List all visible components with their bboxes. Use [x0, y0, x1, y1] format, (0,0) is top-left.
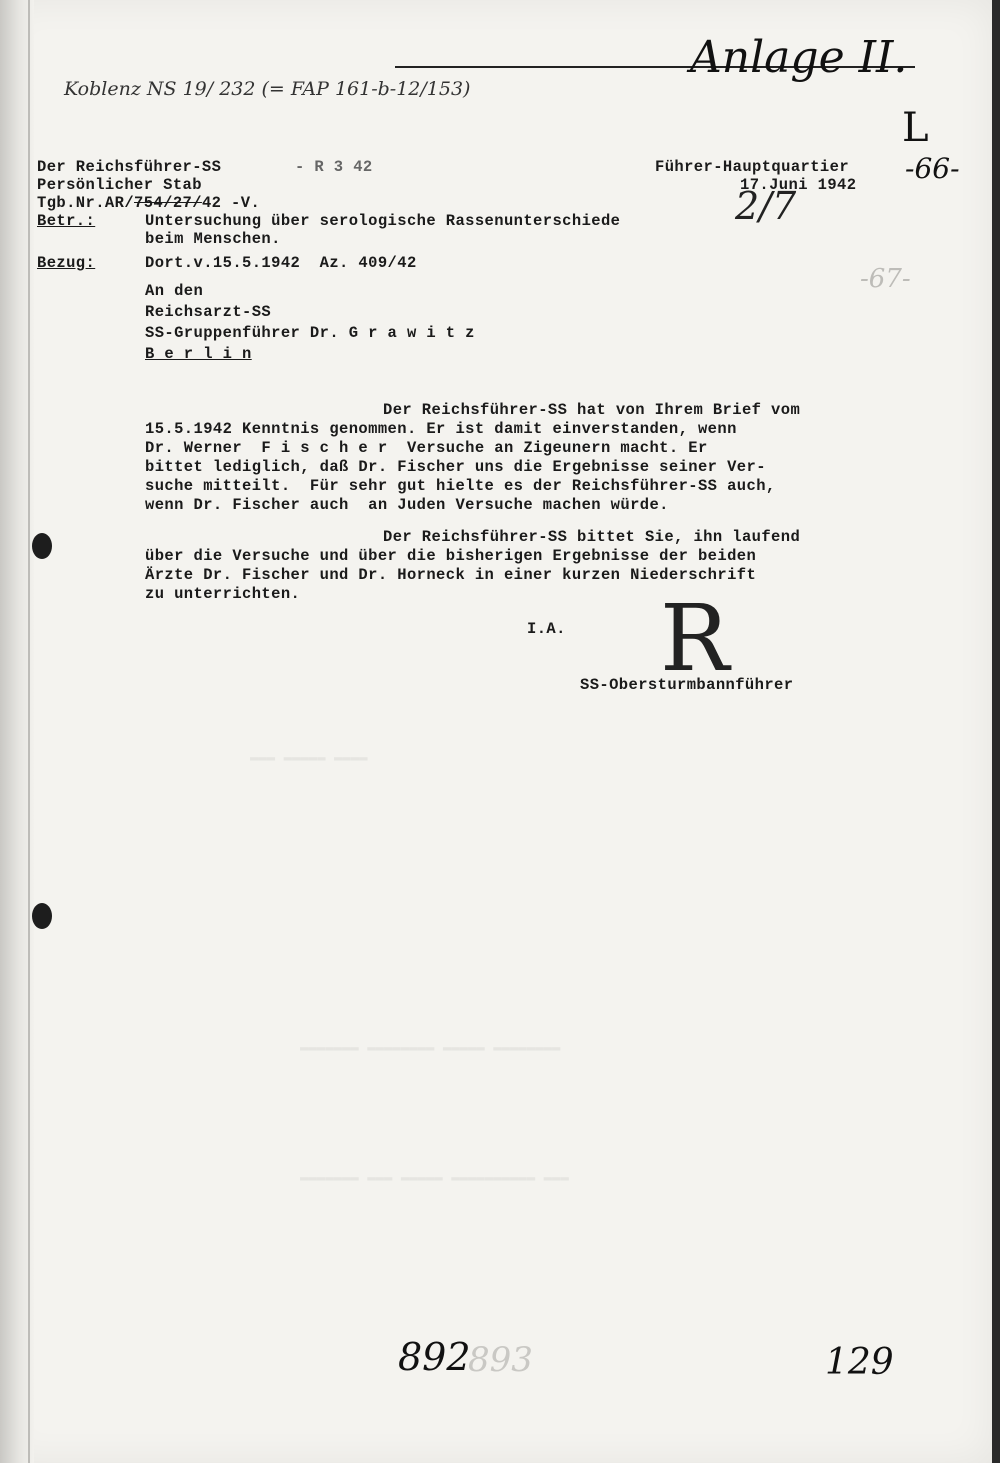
body-p2-line: zu unterrichten.: [145, 585, 301, 603]
punch-hole: [32, 533, 52, 559]
place-line: Führer-Hauptquartier: [655, 158, 850, 176]
recipient-city: B e r l i n: [145, 345, 252, 363]
subject-line-2: beim Menschen.: [145, 230, 281, 248]
reference-label: Bezug:: [37, 254, 96, 272]
journal-number: Tgb.Nr.AR/754/27/42 -V.: [37, 194, 261, 212]
sender-line-2: Persönlicher Stab: [37, 176, 202, 194]
body-p2-line: Ärzte Dr. Fischer und Dr. Horneck in einer kurzen Niederschrift: [145, 566, 757, 584]
closing-ia: I.A.: [527, 620, 566, 638]
sender-line-1: Der Reichsführer-SS: [37, 158, 222, 176]
body-p2-line: Der Reichsführer-SS bittet Sie, ihn laufend: [383, 528, 801, 546]
annex-sub-mark: L: [902, 105, 929, 151]
folio-number: -66-: [905, 152, 960, 185]
subject-label: Betr.:: [37, 212, 96, 230]
signature-initial: R: [660, 585, 730, 692]
folio-number-faint: -67-: [860, 264, 911, 294]
body-p1-line: Dr. Werner F i s c h e r Versuche an Zigeunern macht. Er: [145, 439, 708, 457]
binding-edge: [28, 0, 30, 1463]
folio-mark: 2/7: [735, 184, 797, 228]
subject-line-1: Untersuchung über serologische Rassenunterschiede: [145, 212, 621, 230]
punch-hole: [32, 903, 52, 929]
signatory-rank: SS-Obersturmbannführer: [580, 676, 794, 694]
body-p1-line: wenn Dr. Fischer auch an Juden Versuche machen würde.: [145, 496, 669, 514]
annex-label: Anlage II.: [690, 32, 908, 83]
page-number-right: 129: [825, 1342, 894, 1383]
recipient-line-1: An den: [145, 282, 204, 300]
sender-stamp: - R 3 42: [295, 158, 373, 176]
body-p1-line: Der Reichsführer-SS hat von Ihrem Brief vom: [383, 401, 801, 419]
bleed-through-text: ▬▬▬▬▬▬▬ ▬▬▬▬▬▬▬▬ ▬▬▬▬▬ ▬▬▬▬▬▬▬▬: [300, 1040, 561, 1056]
date-line: 17.Juni 1942: [740, 176, 857, 194]
body-p1-line: suche mitteilt. Für sehr gut hielte es der Reichsführer-SS auch,: [145, 477, 776, 495]
page-number-handwritten: 892: [398, 1335, 471, 1379]
recipient-line-3: SS-Gruppenführer Dr. G r a w i t z: [145, 324, 475, 342]
archive-reference: Koblenz NS 19/ 232 (= FAP 161-b-12/153): [64, 78, 471, 100]
page-number-faint: 893: [468, 1340, 533, 1380]
bleed-through-text: ▬▬▬▬▬▬▬ ▬▬▬ ▬▬▬▬▬ ▬▬▬▬▬▬▬▬▬▬ ▬▬▬: [300, 1170, 569, 1186]
recipient-line-2: Reichsarzt-SS: [145, 303, 272, 321]
bleed-through-text: ▬▬▬ ▬▬▬▬▬ ▬▬▬▬: [250, 750, 368, 766]
body-p2-line: über die Versuche und über die bisherigen Ergebnisse der beiden: [145, 547, 757, 565]
body-p1-line: 15.5.1942 Kenntnis genommen. Er ist damit einverstanden, wenn: [145, 420, 737, 438]
reference-text: Dort.v.15.5.1942 Az. 409/42: [145, 254, 417, 272]
body-p1-line: bittet lediglich, daß Dr. Fischer uns die Ergebnisse seiner Ver-: [145, 458, 766, 476]
